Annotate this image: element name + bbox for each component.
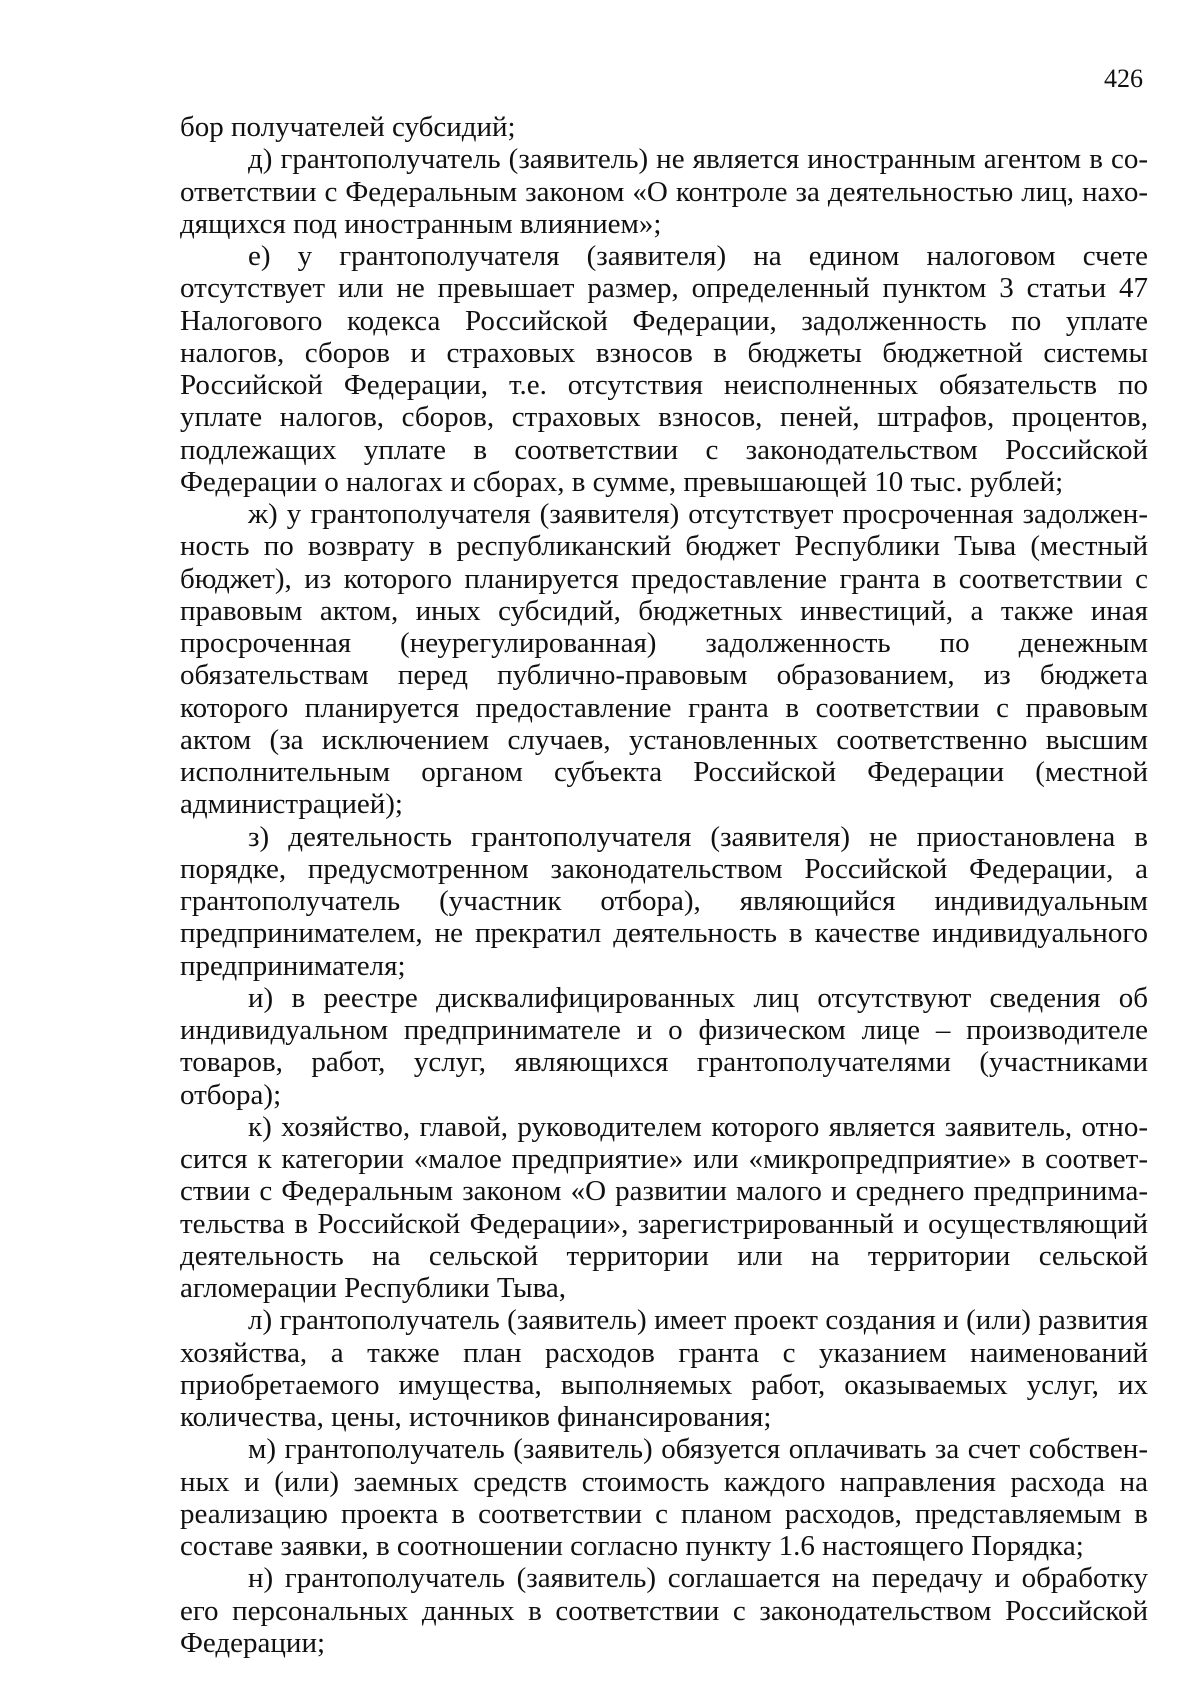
paragraph-item-n: н) грантополучатель (заявитель) соглашается на передачу и обработку его персональных данных в соответствии с законодательством Российской Федерации; [180, 1562, 1148, 1659]
paragraph-item-k: к) хозяйство, главой, руководителем которого является заявитель, относится к категории «малое предприятие» или «микропредприятие» в соответствии с Федеральным законом «О развитии малого и среднего предпринимательства в Российской Федерации», зарегистрированный и осуществляющий деятельность на сельской территории или на территории сельской агломерации Республики Тыва, [180, 1110, 1148, 1304]
page-number: 426 [1104, 64, 1143, 93]
paragraph-item-d: д) грантополучатель (заявитель) не является иностранным агентом в соответствии с Федеральным законом «О контроле за деятельностью лиц, находящихся под иностранным влиянием»; [180, 143, 1148, 240]
paragraph-item-m: м) грантополучатель (заявитель) обязуется оплачивать за счет собственных и (или) заемных средств стоимость каждого направления расхода на реализацию проекта в соответствии с планом расходов, представляемым в составе заявки, в соотношении согласно пункту 1.6 настоящего Порядка; [180, 1433, 1148, 1562]
paragraph-continuation: бор получателей субсидий; [180, 111, 516, 143]
paragraph-item-l: л) грантополучатель (заявитель) имеет проект создания и (или) развития хозяйства, а также план расходов гранта с указанием наименований приобретаемого имущества, выполняемых работ, оказываемых услуг, их количества, цены, источников финансирования; [180, 1304, 1148, 1433]
paragraph-item-i: и) в реестре дисквалифицированных лиц отсутствуют сведения об индивидуальном предпринимателе и о физическом лице – производителе товаров, работ, услуг, являющихся грантополучателями (участниками отбора); [180, 981, 1148, 1111]
paragraph-item-e: е) у грантополучателя (заявителя) на едином налоговом счете отсутствует или не превышает размер, определенный пунктом 3 статьи 47 Налогового кодекса Российской Федерации, задолженность по уплате налогов, сборов и страховых взносов в бюджеты бюджетной системы Российской Федерации, т.е. отсутствия неисполненных обязательств по уплате налогов, сборов, страховых взносов, пеней, штрафов, процентов, подлежащих уплате в соответствии с законодательством Российской Федерации о налогах и сборах, в сумме, превышающей 10 тыс. рублей; [180, 240, 1148, 498]
paragraph-item-zh: ж) у грантополучателя (заявителя) отсутствует просроченная задолженность по возврату в республиканский бюджет Республики Тыва (местный бюджет), из которого планируется предоставление гранта в соответствии с правовым актом, иных субсидий, бюджетных инвестиций, а также иная просроченная (неурегулированная) задолженность по денежным обязательствам перед публично-правовым образованием, из бюджета которого планируется предоставление гранта в соответствии с правовым актом (за исключением случаев, установленных соответственно высшим исполнительным органом субъекта Российской Федерации (местной администрацией); [180, 498, 1148, 821]
document-body [180, 111, 1148, 1659]
paragraph-item-z: з) деятельность грантополучателя (заявителя) не приостановлена в порядке, предусмотренном законодательством Российской Федерации, а грантополучатель (участник отбора), являющийся индивидуальным предпринимателем, не прекратил деятельность в качестве индивидуального предпринимателя; [180, 820, 1148, 982]
